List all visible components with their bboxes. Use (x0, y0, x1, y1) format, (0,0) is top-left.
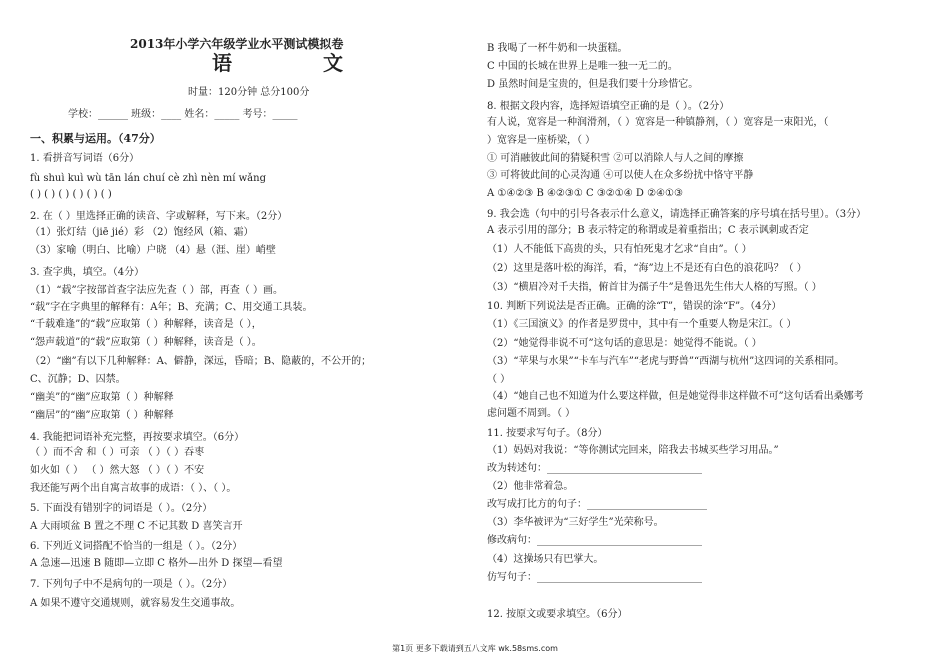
time-score: 时量：120分钟 总分100分 (188, 87, 310, 98)
left-text-line: ( ) ( ) ( ) ( ) ( ) ( ) (30, 189, 112, 200)
right-text-line: A 表示引用的部分；B 表示特定的称谓或是着重指出；C 表示讽刺或否定 (487, 225, 809, 236)
student-info-line: 学校：______ 班级：____ 姓名：_____ 考号：_____ (68, 109, 298, 120)
right-text-line: A ①④②③ B ④②③① C ③②①④ D ②④①③ (487, 188, 683, 199)
exam-title: 2013年小学六年级学业水平测试模拟卷 (130, 37, 344, 51)
left-text-line: 3. 查字典，填空。（4分） (30, 267, 145, 278)
right-text-line: ① 可消融彼此间的猜疑积雪 ②可以消除人与人之间的摩擦 (487, 153, 744, 164)
left-text-line: 4. 我能把词语补充完整，再按要求填空。（6分） (30, 432, 245, 443)
left-text-line: “幽美”的“幽”应取第（ ）种解释 (30, 392, 174, 403)
right-text-line: 9. 我会选（句中的引号各表示什么意义，请选择正确答案的序号填在括号里）。（3分） (487, 209, 867, 220)
right-text-line: ③ 可将彼此间的心灵沟通 ④可以使人在众多纷扰中恪守平静 (487, 170, 754, 181)
left-text-line: “载”字在字典里的解释有：A年；B、充满；C、用交通工具装。 (30, 302, 313, 313)
left-text-line: （1）张灯结（jiē jié）彩 （2）饱经风（箱、霜） (30, 227, 254, 238)
left-text-line: 1. 看拼音写词语（6分） (30, 153, 140, 164)
right-text-line: （2）“她觉得非说不可”这句话的意思是：她觉得不能说。（ ） (487, 338, 762, 349)
left-text-line: （ ）而不舍 和（ ）可亲 （ ）（ ）吞枣 (30, 447, 205, 458)
left-text-line: （2）“幽”有以下几种解释：A、僻静，深远，昏暗；B、隐蔽的，不公开的； (30, 356, 372, 367)
left-text-line: 一、积累与运用。（47分） (30, 132, 161, 145)
left-text-line: “千载难逢”的“载”应取第（ ）种解释，读音是（ ）， (30, 319, 262, 330)
right-text-line: 12. 按原文或要求填空。（6分） (487, 609, 628, 620)
right-text-line: （4）这操场只有巴掌大。 (487, 554, 604, 565)
left-text-line: 2. 在（ ）里选择正确的读音、字或解释，写下来。（2分） (30, 211, 288, 222)
left-text-line: 6. 下列近义词搭配不恰当的一组是（ ）。（2分） (30, 541, 243, 552)
right-text-line: B 我喝了一杯牛奶和一块蛋糕。 (487, 43, 628, 54)
right-text-line: 修改病句：_________________________________ (487, 535, 702, 546)
right-text-line: （1）妈妈对我说：“等你测试完回来，陪我去书城买些学习用品。” (487, 445, 779, 456)
left-text-line: （1）“载”字按部首查字法应先查（ ）部，再查（ ）画。 (30, 285, 283, 296)
left-text-line: 7. 下列句子中不是病句的一项是（ ）。（2分） (30, 579, 233, 590)
left-text-line: A 急速—迅速 B 随即—立即 C 格外—出外 D 探望—看望 (30, 558, 283, 569)
left-text-line: （3）家喻（明白、比喻）户晓 （4）悬（涯、崖）峭壁 (30, 245, 276, 256)
right-text-line: （ ） (487, 374, 511, 385)
left-text-line: fù shuì kuì wù tān lán chuí cè zhì nèn mí wǎng (30, 173, 266, 184)
right-text-line: （4）“她自己也不知道为什么要这样做，但是她觉得非这样做不可”这句话看出桑娜考 (487, 391, 864, 402)
right-text-line: （3）“苹果与水果”“卡车与汽车”“老虎与野兽”“西湖与杭州”这四词的关系相同。 (487, 356, 845, 367)
right-text-line: 仿写句子：_________________________________ (487, 572, 702, 583)
right-text-line: （2）他非常着急。 (487, 481, 574, 492)
right-text-line: ）宽容是一座桥梁，（ ） (487, 135, 596, 146)
left-text-line: A 如果不遵守交通规则，就容易发生交通事故。 (30, 598, 241, 609)
right-text-line: 有人说，宽容是一种润滑剂，（ ）宽容是一种镇静剂，（ ）宽容是一束阳光，（ (487, 117, 829, 128)
left-text-line: A 大雨顷盆 B 置之不理 C 不记其数 D 喜笑言开 (30, 521, 243, 532)
right-text-line: （3）李华被评为“三好学生”光荣称号。 (487, 517, 664, 528)
right-text-line: C 中国的长城在世界上是唯一独一无二的。 (487, 61, 678, 72)
page-footer: 第1页 更多下载请到五八文库 wk.58sms.com (392, 644, 558, 653)
right-text-line: 11. 按要求写句子。（8分） (487, 428, 608, 439)
right-text-line: 10. 判断下列说法是否正确。正确的涂“T”，错误的涂“F”。（4分） (487, 301, 782, 312)
right-text-line: 虑问题不周到。（ ） (487, 408, 576, 419)
right-text-line: （3）“横眉冷对千夫指，俯首甘为孺子牛”是鲁迅先生伟大人格的写照。（ ） (487, 282, 822, 293)
right-text-line: 改为转述句：_______________________________ (487, 463, 702, 474)
left-text-line: 5. 下面没有错别字的词语是（ ）。（2分） (30, 503, 213, 514)
right-text-line: （2）这里是落叶松的海洋，看，“海”边上不是还有白色的浪花吗？（ ） (487, 263, 807, 274)
left-text-line: “幽居”的“幽”应取第（ ）种解释 (30, 410, 174, 421)
subject-heading: 语 文 (212, 51, 385, 75)
right-text-line: D 虽然时间是宝贵的，但是我们要十分珍惜它。 (487, 79, 699, 90)
right-text-line: （1）人不能低下高贵的头，只有怕死鬼才乞求“自由”。（ ） (487, 244, 752, 255)
left-text-line: 如火如（ ） （ ）然大怒 （ ）（ ）不安 (30, 465, 205, 476)
right-text-line: 8. 根据文段内容，选择短语填空正确的是（ ）。（2分） (487, 101, 730, 112)
left-text-line: 我还能写两个出自寓言故事的成语：（ ）、（ ）。 (30, 483, 237, 494)
left-text-line: C、沉静；D、囚禁。 (30, 374, 126, 385)
right-text-line: （1）《三国演义》的作者是罗贯中，其中有一个重要人物是宋江。（ ） (487, 319, 797, 330)
right-text-line: 改写成打比方的句子：________________________ (487, 499, 707, 510)
left-text-line: “怨声载道”的“载”应取第（ ）种解释，读音是（ ）。 (30, 337, 262, 348)
